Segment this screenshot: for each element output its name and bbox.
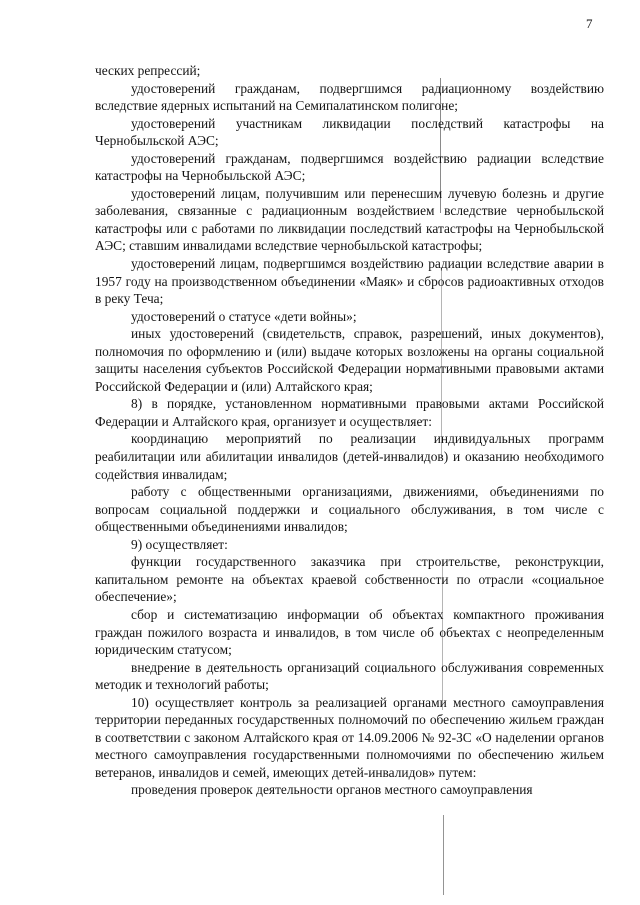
paragraph: иных удостоверений (свидетельств, справок, разрешений, иных документов), полномочия по оформлению и (или) выдаче которых возложены на органы социальной защиты населения субъектов Российской Федерации нормативными правовыми актами Российской Федерации и (или) Алтайского края; (95, 326, 604, 394)
paragraph: 8) в порядке, установленном нормативными правовыми актами Российской Федерации и Алтайского края, организует и осуществляет: (95, 396, 604, 429)
paragraph: внедрение в деятельность организаций социального обслуживания современных методик и технологий работы; (95, 659, 604, 693)
scan-artifact-line (443, 815, 444, 895)
paragraph: удостоверений лицам, подвергшимся воздействию радиации вследствие аварии в 1957 году на производственном объединении «Маяк» и сбросов радиоактивных отходов в реку Теча; (95, 256, 604, 307)
paragraph: удостоверений гражданам, подвергшимся радиационному воздействию вследствие ядерных испытаний на Семипалатинском полигоне; (95, 80, 604, 114)
paragraph: функции государственного заказчика при строительстве, реконструкции, капитальном ремонте на объектах краевой собственности по отрасли «социальное обеспечение»; (95, 554, 604, 605)
paragraph: работу с общественными организациями, движениями, объединениями по вопросам социальной поддержки и социального обслуживания, в том числе с общественными объединениями инвалидов; (95, 484, 604, 535)
paragraph: сбор и систематизацию информации об объектах компактного проживания граждан пожилого возраста и инвалидов, в том числе об объектах с неопределенным юридическим статусом; (95, 606, 604, 658)
document-body (95, 62, 604, 799)
paragraph: ческих репрессий; (95, 63, 201, 78)
paragraph: 9) осуществляет: (131, 536, 228, 552)
paragraph: проведения проверок деятельности органов местного самоуправления (131, 782, 533, 798)
paragraph: удостоверений участникам ликвидации последствий катастрофы на Чернобыльской АЭС; (95, 115, 604, 149)
paragraph: 10) осуществляет контроль за реализацией органами местного самоуправления территории переданных государственных полномочий по обеспечению жильем граждан в соответствии с законом Алтайского края от 14.09.2006 № 92-ЗС «О наделении органов местного самоуправления государственными полномочиями по обеспечению жильем ветеранов, инвалидов и семей, имеющих детей-инвалидов» путем: (95, 694, 604, 780)
paragraph: удостоверений гражданам, подвергшимся воздействию радиации вследствие катастрофы на Чернобыльской АЭС; (95, 150, 604, 184)
paragraph: удостоверений лицам, получившим или перенесшим лучевую болезнь и другие заболевания, связанные с радиационным воздействием вследствие чернобыльской катастрофы или с работами по ликвидации последствий катастрофы на Чернобыльской АЭС; ставшим инвалидами вследствие чернобыльской катастрофы; (95, 185, 604, 254)
page-number: 7 (586, 16, 593, 31)
paragraph: удостоверений о статусе «дети войны»; (131, 308, 357, 324)
paragraph: координацию мероприятий по реализации индивидуальных программ реабилитации или абилитации инвалидов (детей-инвалидов) и оказанию необходимого содействия инвалидам; (95, 431, 604, 482)
